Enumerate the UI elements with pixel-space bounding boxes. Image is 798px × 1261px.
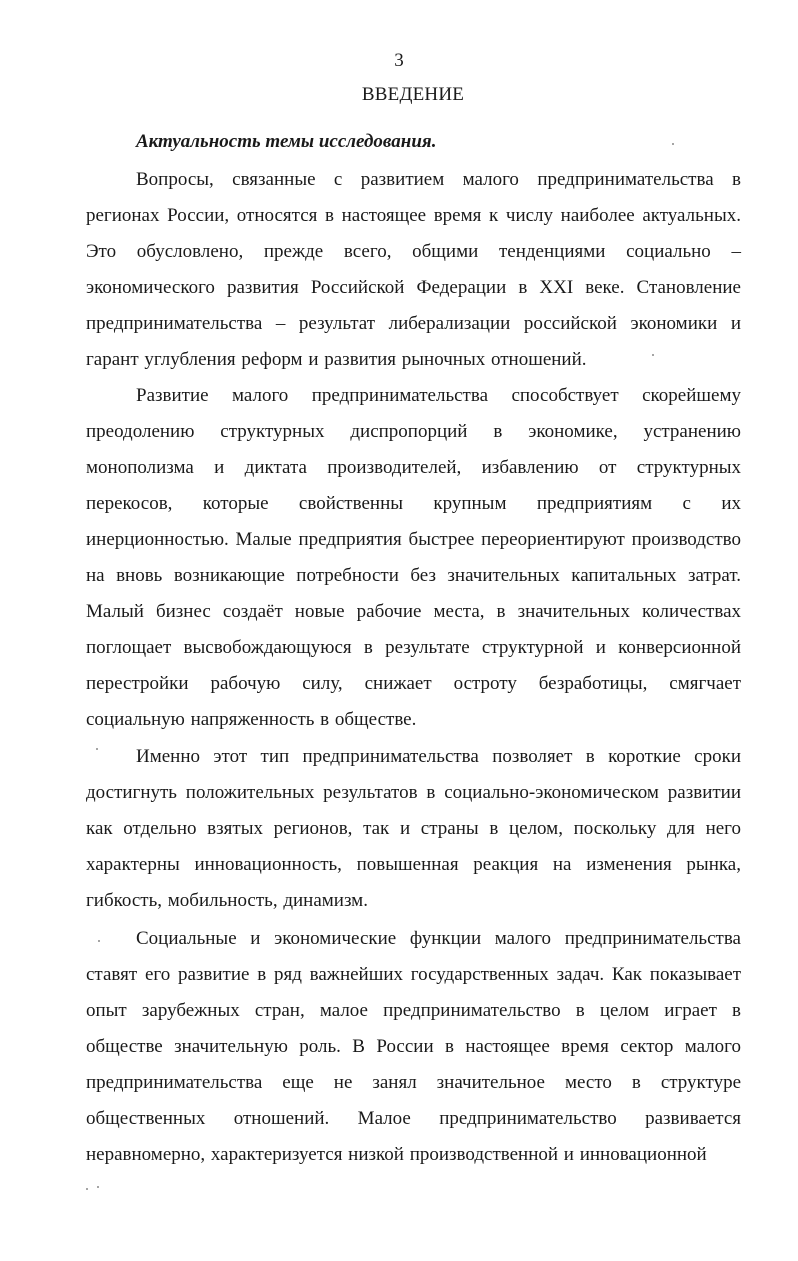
scan-speck [97,1186,99,1188]
paragraph-2 [86,378,741,738]
scan-speck [98,940,100,942]
paragraph-text: Именно этот тип предпринимательства позволяет в короткие сроки достигнуть положительных результатов в социально-экономическом развитии как отдельно взятых регионов, так и страны в целом, поскольку для него характерны инновационность, повышенная реакция на изменения рынка, гибкость, мобильность, динамизм. [86,746,741,911]
scan-speck [86,1188,88,1190]
page-title: ВВЕДЕНИЕ [361,84,465,105]
scan-speck [652,354,654,356]
paragraph-text: Социальные и экономические функции малого предпринимательства ставят его развитие в ряд важнейших государственных задач. Как показывает опыт зарубежных стран, малое предпринимательство в целом играет в обществе значительную роль. В России в настоящее время сектор малого предпринимательства еще не занял значительное место в структуре общественных отношений. Малое предпринимательство развивается неравномерно, характеризуется низкой производственной и инновационной [86,928,741,1165]
page-number: 3 [394,50,404,71]
scan-speck [672,143,674,145]
paragraph-4 [86,921,741,1173]
paragraph-1 [86,162,741,378]
paragraph-text: Развитие малого предпринимательства способствует скорейшему преодолению структурных диспропорций в экономике, устранению монополизма и диктата производителей, избавлению от структурных перекосов, которые свойственны крупным предприятиям с их инерционностью. Малые предприятия быстрее переориентируют производство на вновь возникающие потребности без значительных капитальных затрат. Малый бизнес создаёт новые рабочие места, в значительных количествах поглощает высвобождающуюся в результате структурной и конверсионной перестройки рабочую силу, снижает остроту безработицы, смягчает социальную напряженность в обществе. [86,385,741,730]
section-subheading: Актуальность темы исследования. [136,131,437,152]
paragraph-3 [86,739,741,919]
scan-speck [96,748,98,750]
paragraph-text: Вопросы, связанные с развитием малого предпринимательства в регионах России, относятся в настоящее время к числу наиболее актуальных. Это обусловлено, прежде всего, общими тенденциями социально – экономического развития Российской Федерации в XXI веке. Становление предпринимательства – результат либерализации российской экономики и гарант углубления реформ и развития рыночных отношений. [86,169,741,370]
